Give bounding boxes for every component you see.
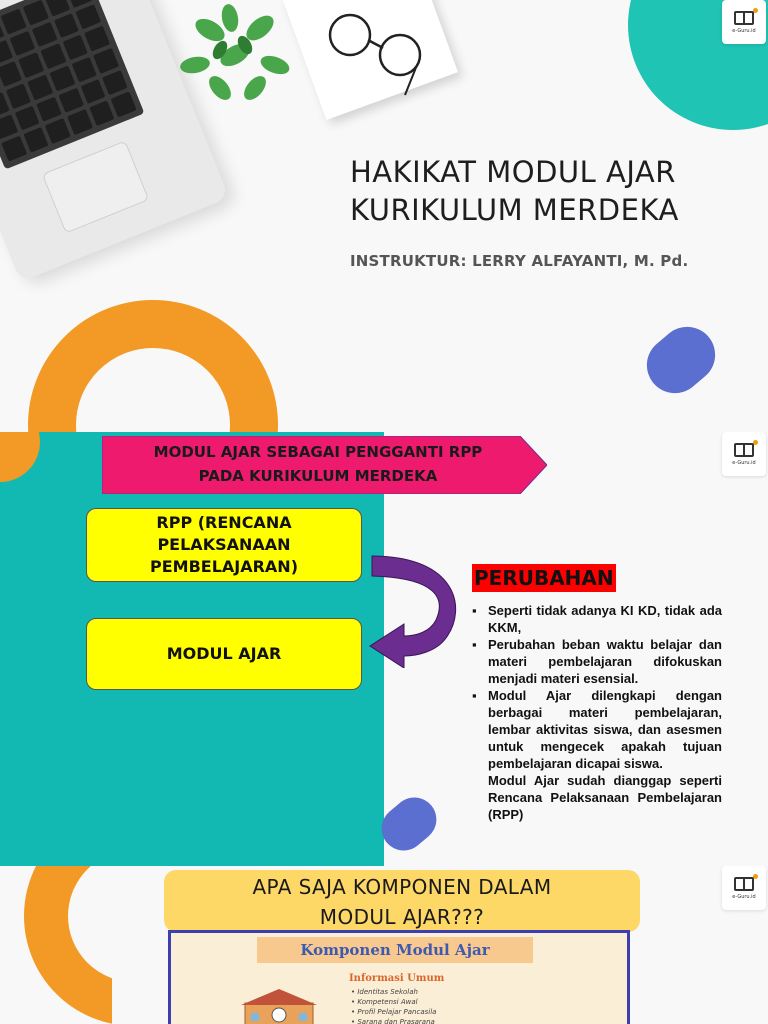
school-building-icon [239, 985, 319, 1024]
list-item: ▪ Seperti tidak adanya KI KD, tidak ada KKM, [470, 602, 722, 636]
presentation-title: HAKIKAT MODUL AJAR KURIKULUM MERDEKA [350, 155, 679, 227]
instructor-name: INSTRUKTUR: LERRY ALFAYANTI, M. Pd. [350, 252, 689, 270]
rpp-box: RPP (RENCANA PELAKSANAAN PEMBELAJARAN) [86, 508, 362, 582]
eguru-logo: e-Guru.id [722, 0, 766, 44]
book-icon [734, 11, 754, 25]
changes-list [470, 602, 722, 823]
list-item: ▪ Modul Ajar dilengkapi dengan berbagai materi pembelajaran, lembar aktivitas siswa, dan asesmen untuk mengecek apakah tujuan pembelajaran dicapai siswa. [470, 687, 722, 772]
component-heading: Komponen Modul Ajar [257, 937, 533, 963]
component-image [168, 930, 630, 1024]
trackpad-image [42, 140, 149, 233]
list-item: • Kompetensi Awal [351, 998, 418, 1006]
list-item: • Profil Pelajar Pancasila [351, 1008, 437, 1016]
eguru-logo: e-Guru.id [722, 866, 766, 910]
decorative-orange-ring [28, 300, 278, 432]
question-heading: APA SAJA KOMPONEN DALAM MODUL AJAR??? [164, 870, 640, 932]
glasses-image [305, 0, 445, 100]
decorative-blue-pill [635, 315, 726, 404]
info-list [351, 987, 436, 1024]
list-item-continuation: Modul Ajar sudah dianggap seperti Rencana Pelaksanaan Pembelajaran (RPP) [488, 773, 722, 822]
perubahan-label: PERUBAHAN [474, 566, 614, 590]
list-item: • Sarana dan Prasarana [351, 1018, 435, 1024]
slide-komponen [0, 866, 768, 1024]
slide-modul-ajar [0, 432, 768, 866]
slide-title [0, 0, 768, 432]
book-icon [734, 877, 754, 891]
banner-title: MODUL AJAR SEBAGAI PENGGANTI RPP PADA KURIKULUM MERDEKA [153, 443, 483, 485]
list-item: ▪ Perubahan beban waktu belajar dan materi pembelajaran difokuskan menjadi materi esensial. [470, 636, 722, 687]
info-title: Informasi Umum [349, 973, 445, 984]
eguru-logo: e-Guru.id [722, 432, 766, 476]
curved-arrow-icon [366, 548, 470, 668]
list-item: • Identitas Sekolah [351, 988, 418, 996]
book-icon [734, 443, 754, 457]
plant-image [165, 0, 305, 110]
modul-ajar-box: MODUL AJAR [86, 618, 362, 690]
